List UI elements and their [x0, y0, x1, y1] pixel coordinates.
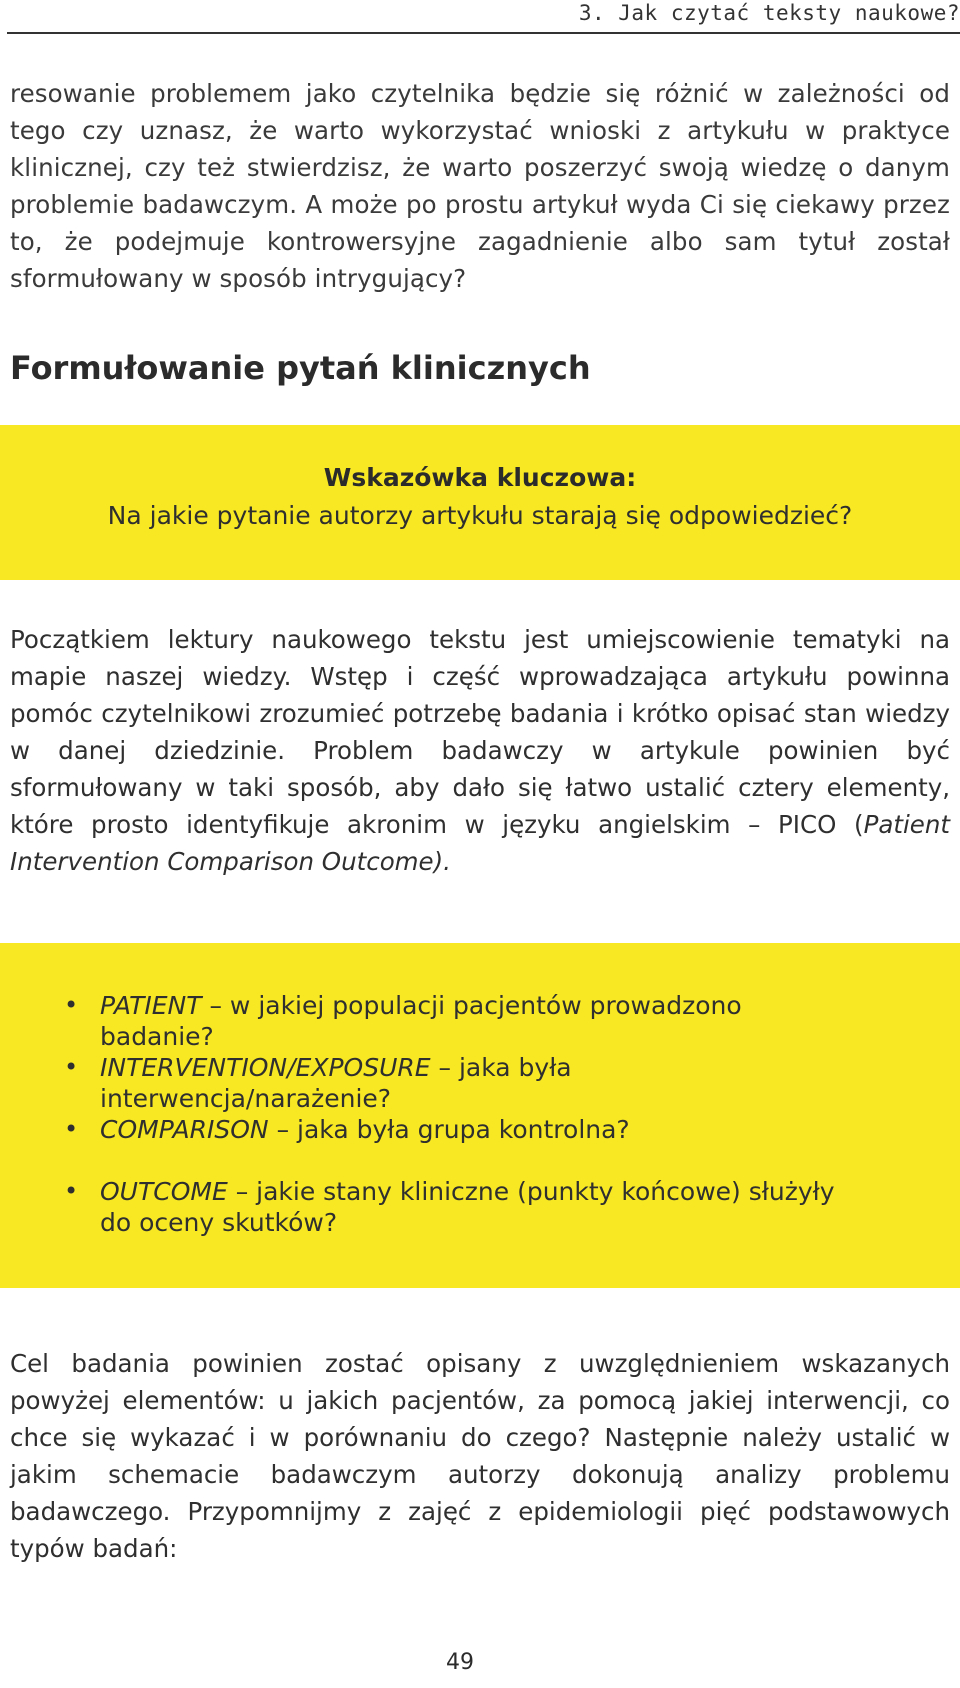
pico-item-comparison	[64, 1114, 860, 1145]
key-tip-text: Na jakie pytanie autorzy artykułu starają się odpowiedzieć?	[107, 501, 853, 530]
pico-description: – jakie stany kliniczne (punkty końcowe) służyły do oceny skutków?	[100, 1177, 835, 1237]
pico-description: – w jakiej populacji pacjentów prowadzono badanie?	[100, 991, 742, 1051]
pico-list-box	[0, 943, 960, 1288]
bullet-icon: •	[64, 1177, 79, 1205]
pico-term: INTERVENTION/EXPOSURE	[100, 1053, 431, 1082]
bullet-icon: •	[64, 1053, 79, 1081]
pico-paragraph-text: Początkiem lektury naukowego tekstu jest umiejscowienie tematyki na mapie naszej wiedzy. Wstęp i część wprowadzająca artykułu powinna pomóc czytelnikowi zrozumieć potrzebę badania i krótko opisać stan wiedzy w danej dziedzinie. Problem badawczy w artykule powinien być sformułowany w taki sposób, aby dało się łatwo ustalić cztery elementy, które prosto identyfikuje akronim w języku angielskim – PICO (	[10, 625, 950, 839]
key-tip-box	[0, 425, 960, 580]
body-paragraph-study-aim: Cel badania powinien zostać opisany z uwzględnieniem wskazanych powyżej elementów: u jakich pacjentów, za pomocą jakiej interwencji, co chce się wykazać i w porównaniu do czego? Następnie należy ustalić w jakim schemacie badawczym autorzy dokonują analizy problemu badawczego. Przypomnijmy z zajęć z epidemiologii pięć podstawowych typów badań:	[10, 1349, 950, 1563]
pico-item-patient	[64, 990, 860, 1052]
bullet-icon: •	[64, 991, 79, 1019]
pico-description: – jaka była grupa kontrolna?	[268, 1115, 630, 1144]
pico-description: – jaka była interwencja/narażenie?	[100, 1053, 572, 1113]
key-tip-title: Wskazówka kluczowa:	[323, 463, 637, 492]
page-number: 49	[446, 1650, 474, 1675]
pico-paragraph-italic: Patient Intervention Comparison Outcome).	[10, 810, 950, 876]
running-header: 3. Jak czytać teksty naukowe?	[7, 0, 960, 34]
pico-term: COMPARISON	[100, 1115, 269, 1144]
pico-item-outcome	[64, 1176, 860, 1238]
section-heading: Formułowanie pytań klinicznych	[10, 349, 591, 387]
pico-item-intervention	[64, 1052, 860, 1114]
body-paragraph-intro: resowanie problemem jako czytelnika będzie się różnić w zależności od tego czy uznasz, że warto wykorzystać wnioski z artykułu w praktyce klinicznej, czy też stwierdzisz, że warto poszerzyć swoją wiedzę o danym problemie badawczym. A może po prostu artykuł wyda Ci się ciekawy przez to, że podejmuje kontrowersyjne zagadnienie albo sam tytuł został sformułowany w sposób intrygujący?	[10, 79, 950, 293]
bullet-icon: •	[64, 1115, 79, 1143]
pico-term: PATIENT	[100, 991, 202, 1020]
body-paragraph-pico	[10, 621, 950, 880]
pico-term: OUTCOME	[100, 1177, 228, 1206]
